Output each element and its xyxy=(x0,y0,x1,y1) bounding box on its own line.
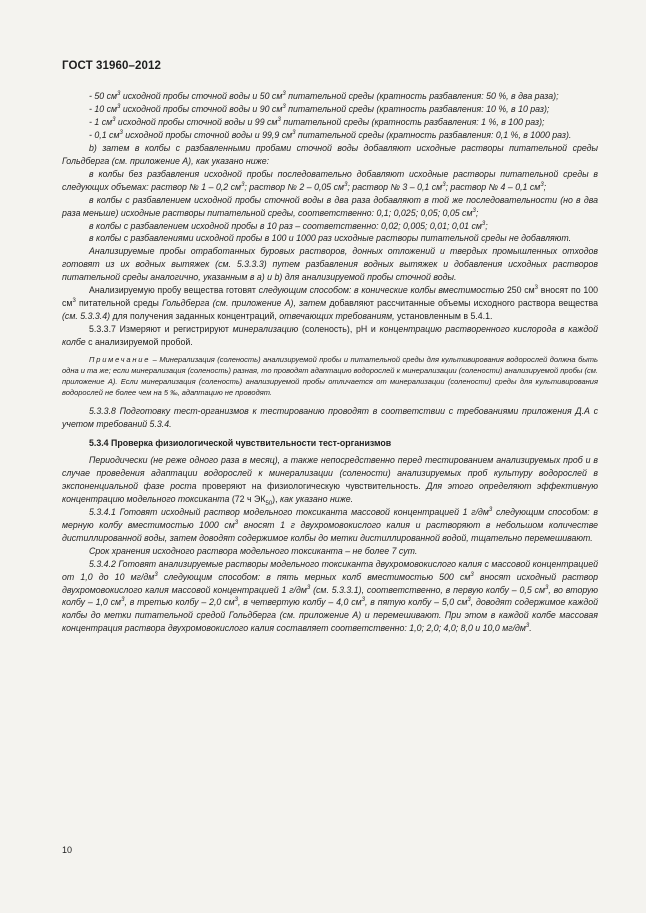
body-paragraph: Периодически (не реже одного раза в месяц), а также непосредственно перед тестированием анализируемых проб и в случае проведения адаптации водорослей к минерализации (солености) анализируемых проб культуру водорослей в экспоненциальной фазе роста проверяют на физиологическую чувствительность. Для этого определяют эффективную концентрацию модельного токсиканта (72 ч $ЭК_{50}$), как указано ниже. xyxy=(62,454,598,507)
body-paragraph: Анализируемую пробу вещества готовят следующим способом: в конические колбы вместимостью 250 $см^3$ вносят по 100 $см^3$ питательной среды Гольдберга (см. приложение А), затем добавляют рассчитанные объемы исходного раствора вещества (см. 5.3.3.4) для получения заданных концентраций, отвечающих требованиям, установленным в 5.4.1. xyxy=(62,285,599,322)
body-paragraph: b) затем в колбы с разбавленными пробами сточной воды добавляют исходные растворы питательной среды Гольдберга (см. приложение А), как указано ниже: xyxy=(62,142,598,166)
document-body xyxy=(62,90,598,635)
body-paragraph: в колбы с разбавлением исходной пробы сточной воды в два раза добавляют в той же последовательности (но в два раза меньше) исходные растворы питательной среды, соответственно: 0,1; 0,025; 0,05; 0,05 $см^3$; xyxy=(62,194,598,218)
body-paragraph: - 10 $см^3$ исходной пробы сточной воды и 90 $см^3$ питательной среды (кратность разбавления: 10 %, в 10 раз); xyxy=(89,103,550,114)
body-paragraph: 5.3.4.2 Готовят анализируемые растворы модельного токсиканта двухромовокислого калия с массовой концентрацией от 1,0 до 10 $мг/дм^3$ следующим способом: в пять мерных колб вместимостью 500 $см^3$ вносят исходный раствор двухромовокислого калия массовой концентрацией 1 $г/дм^3$ (см. 5.3.3.1), соответственно, в первую колбу – 0,5 $см^3$, во вторую колбу – 1,0 $см^3$, в третью колбу – 2,0 $см^3$, в четвертую колбу – 4,0 $см^3$, в пятую колбу – 5,0 $см^3$, доводят содержимое каждой колбы до метки питательной средой Гольдберга (см. приложение А) и перемешивают. При этом в каждой колбе массовая концентрация раствора двухромовокислого калия составляет соответственно: 1,0; 2,0; 4,0; 8,0 и 10,0 $мг/дм^3$. xyxy=(62,558,599,634)
body-paragraph: в колбы с разбавлениями исходной пробы в 100 и 1000 раз исходные растворы питательной среды не добавляют. xyxy=(89,233,572,244)
body-paragraph: 5.3.3.8 Подготовку тест-организмов к тестированию проводят в соответствии с требованиями приложения Д.А с учетом требований 5.3.4. xyxy=(62,406,598,430)
body-paragraph: - 50 $см^3$ исходной пробы сточной воды и 50 $см^3$ питательной среды (кратность разбавления: 50 %, в два раза); xyxy=(89,91,559,101)
note-paragraph: Примечание – Минерализация (соленость) анализируемой пробы и питательной среды для культивирования водорослей должна быть одна и та же; если минерализация (соленость) разная, то проводят адаптацию водорослей к минерализации (солености) анализируемой пробы (см. приложение А). Если минерализация (соленость) анализируемой пробы отличается от минерализации (солености) среды для культивирования водорослей не более чем на 5 ‰, адаптацию не проводят. xyxy=(62,355,598,398)
body-paragraph: 5.3.3.7 Измеряют и регистрируют минерализацию (соленость), pH и концентрацию растворенного кислорода в каждой колбе с анализируемой пробой. xyxy=(62,324,598,348)
body-paragraph: в колбы без разбавления исходной пробы последовательно добавляют исходные растворы питательной среды в следующих объемах: раствор № 1 – 0,2 $см^3$; раствор № 2 – 0,05 $см^3$; раствор № 3 – 0,1 $см^3$; раствор № 4 – 0,1 $см^3$; xyxy=(62,168,598,192)
body-paragraph: Срок хранения исходного раствора модельного токсиканта – не более 7 сут. xyxy=(89,545,418,556)
body-paragraph: - 0,1 $см^3$ исходной пробы сточной воды и 99,9 $см^3$ питательной среды (кратность разбавления: 0,1 %, в 1000 раз). xyxy=(89,129,572,140)
section-heading: 5.3.4 Проверка физиологической чувствительности тест-организмов xyxy=(89,437,392,448)
body-paragraph: в колбы с разбавлением исходной пробы в 10 раз – соответственно: 0,02; 0,005; 0,01; 0,01 $см^3$; xyxy=(89,220,488,231)
document-header: ГОСТ 31960–2012 xyxy=(62,60,162,72)
page-number: 10 xyxy=(62,845,73,855)
body-paragraph: Анализируемые пробы отработанных буровых растворов, донных отложений и твердых промышленных отходов готовят из их водных вытяжек (см. 5.3.3.3) путем разбавления водных вытяжек и добавления исходных растворов питательной среды аналогично, указанным в а) и b) для анализируемой пробы сточной воды. xyxy=(62,246,598,283)
body-paragraph: - 1 $см^3$ исходной пробы сточной воды и 99 $см^3$ питательной среды (кратность разбавления: 1 %, в 100 раз); xyxy=(89,116,545,127)
body-paragraph: 5.3.4.1 Готовят исходный раствор модельного токсиканта массовой концентрацией 1 $г/дм^3$ следующим способом: в мерную колбу вместимостью 1000 $см^3$ вносят 1 г двухромовокислого калия и растворяют в небольшом количестве дистиллированной воды, затем доводят содержимое колбы до метки дистиллированной водой, тщательно перемешивают. xyxy=(62,506,598,543)
